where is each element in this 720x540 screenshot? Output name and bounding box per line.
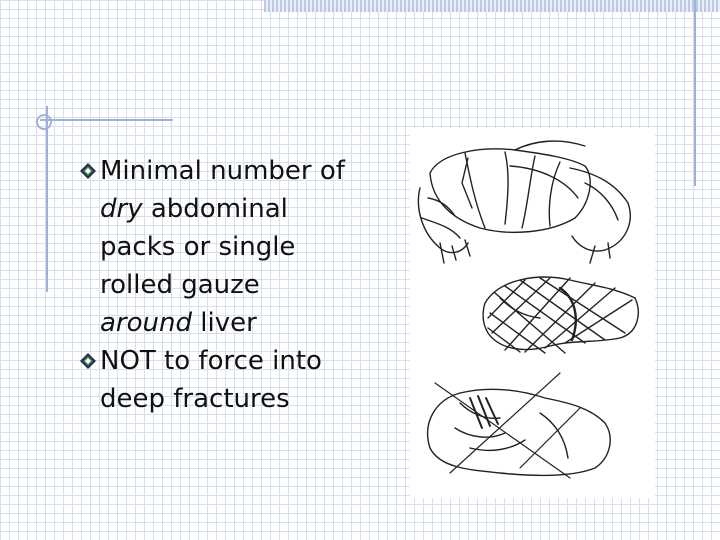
- bullet-text-line: Minimal number of: [100, 156, 345, 186]
- bullet-text-line: NOT to force into: [100, 346, 322, 376]
- bullet-text-line: deep fractures: [100, 384, 290, 414]
- bullet-text-line: packs or single: [100, 232, 296, 262]
- bullet-text-line: liver: [192, 308, 257, 338]
- bullet-text-line: rolled gauze: [100, 270, 260, 300]
- decorative-right-rule: [694, 0, 696, 186]
- diamond-bullet-icon: [80, 353, 96, 369]
- corner-circle-icon: [36, 114, 52, 130]
- diamond-bullet-icon: [80, 163, 96, 179]
- decorative-horizontal-rule: [40, 119, 173, 121]
- liver-sketch-image: [410, 128, 655, 498]
- decorative-top-bar: [264, 0, 720, 12]
- slide-body: [80, 152, 390, 418]
- bullet-item: [80, 152, 390, 342]
- bullet-text-emphasis: around: [100, 308, 192, 338]
- bullet-text-line: abdominal: [142, 194, 288, 224]
- bullet-item: [80, 342, 390, 418]
- liver-packing-illustration: [410, 128, 655, 498]
- decorative-vertical-rule: [46, 106, 48, 292]
- bullet-text-emphasis: dry: [100, 194, 143, 224]
